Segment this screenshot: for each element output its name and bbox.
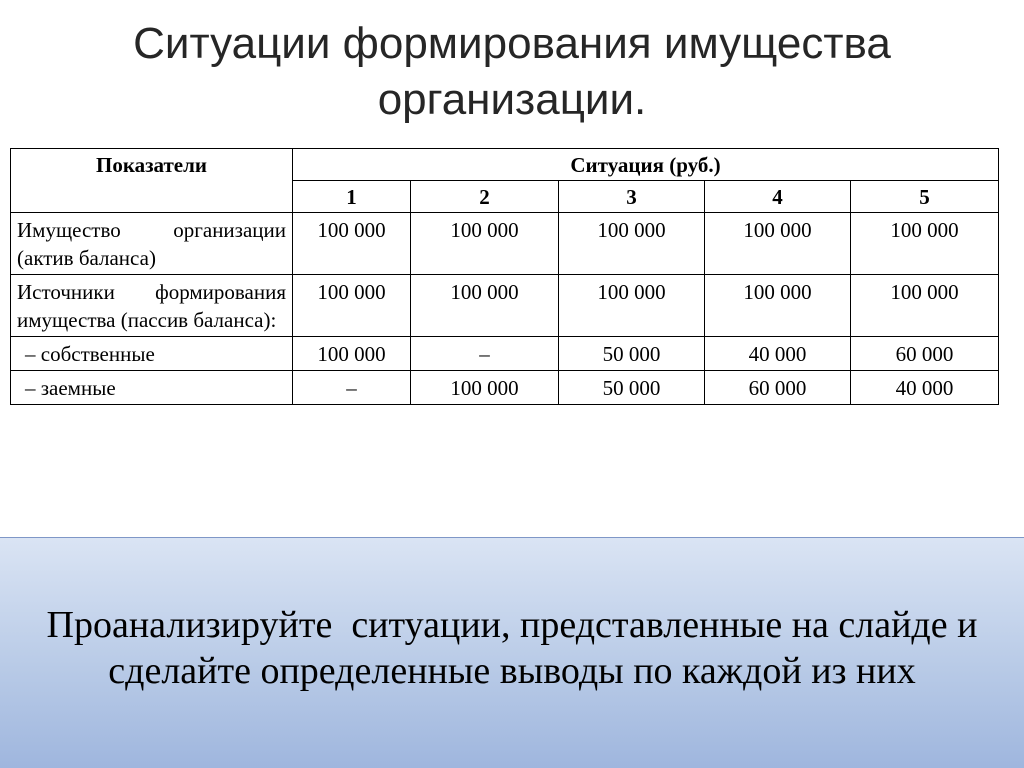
row-label: Имущество организации (актив баланса) <box>11 213 293 275</box>
header-situation: Ситуация (руб.) <box>293 149 999 181</box>
task-panel <box>0 537 1024 768</box>
header-indicators: Показатели <box>11 149 293 213</box>
table-cell: 60 000 <box>705 371 851 405</box>
row-label: – собственные <box>11 337 293 371</box>
table-cell: 40 000 <box>705 337 851 371</box>
header-column-5: 5 <box>851 181 999 213</box>
table-cell: 50 000 <box>559 371 705 405</box>
table-cell: 100 000 <box>559 213 705 275</box>
table-row <box>11 213 999 275</box>
table-cell: 40 000 <box>851 371 999 405</box>
table-cell: 100 000 <box>411 213 559 275</box>
table-row <box>11 275 999 337</box>
slide-title-area <box>0 0 1024 140</box>
table-cell: 100 000 <box>851 213 999 275</box>
table-header-row <box>11 149 999 181</box>
header-column-3: 3 <box>559 181 705 213</box>
table-cell: 100 000 <box>559 275 705 337</box>
table-row <box>11 337 999 371</box>
header-column-2: 2 <box>411 181 559 213</box>
situations-table <box>10 148 999 405</box>
table-cell: 100 000 <box>851 275 999 337</box>
header-column-4: 4 <box>705 181 851 213</box>
table-cell: – <box>411 337 559 371</box>
table-cell: 100 000 <box>705 213 851 275</box>
table-cell: – <box>293 371 411 405</box>
table-cell: 100 000 <box>293 275 411 337</box>
task-prompt: Проанализируйте ситуации, представленные на слайде и сделайте определенные выводы по каждой из них <box>46 604 1006 692</box>
header-column-1: 1 <box>293 181 411 213</box>
table-row <box>11 371 999 405</box>
row-label: Источники формирования имущества (пассив баланса): <box>11 275 293 337</box>
table-cell: 100 000 <box>293 337 411 371</box>
row-label: – заемные <box>11 371 293 405</box>
table-cell: 100 000 <box>293 213 411 275</box>
table-cell: 60 000 <box>851 337 999 371</box>
table-cell: 50 000 <box>559 337 705 371</box>
table-cell: 100 000 <box>705 275 851 337</box>
table-cell: 100 000 <box>411 371 559 405</box>
situations-table-wrapper <box>10 148 998 405</box>
slide-title: Ситуации формирования имущества организации. <box>133 19 891 124</box>
table-cell: 100 000 <box>411 275 559 337</box>
